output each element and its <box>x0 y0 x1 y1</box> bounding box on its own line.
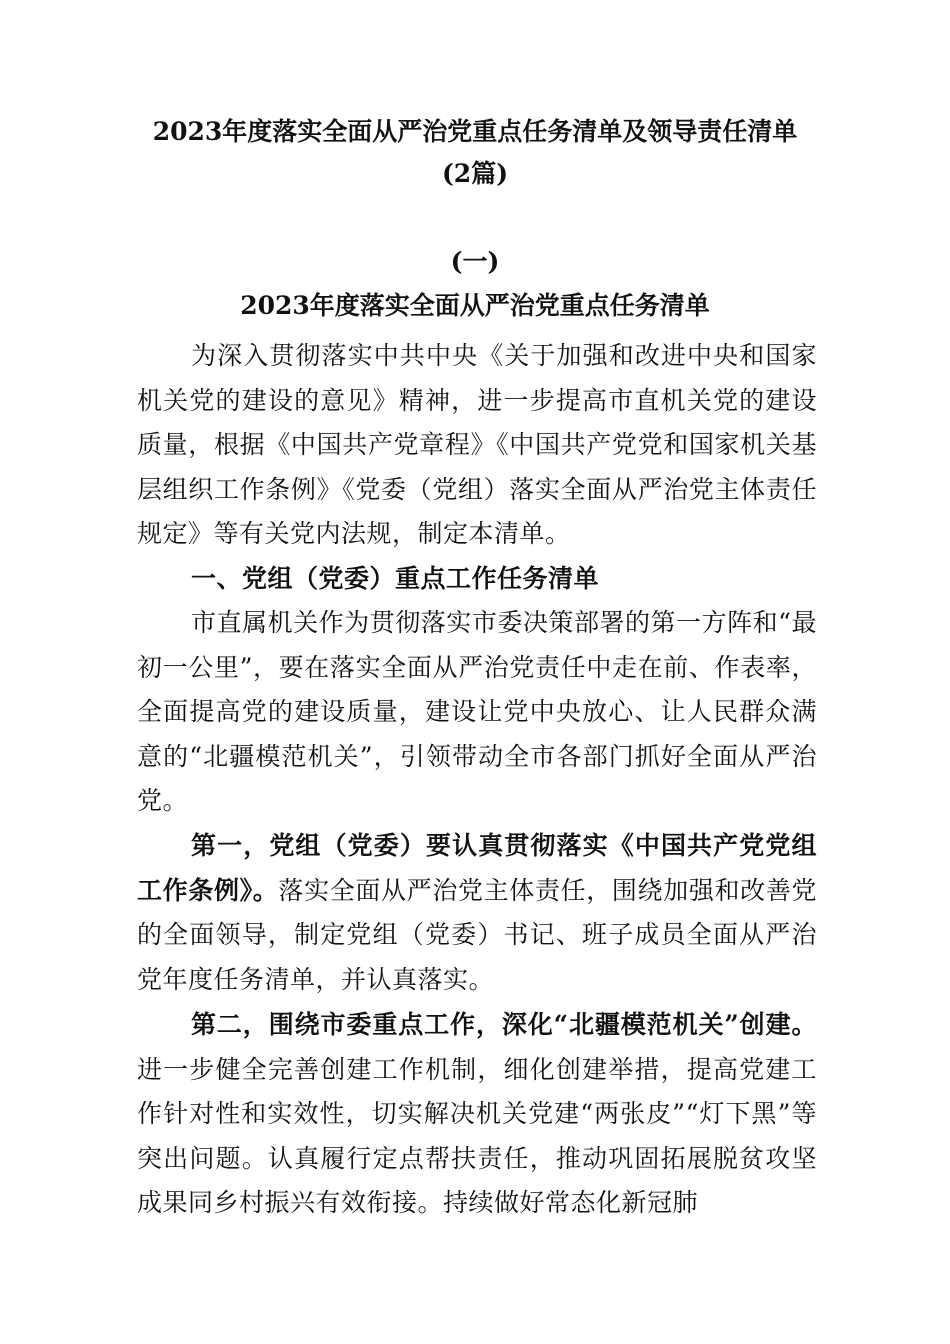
item1-text <box>137 824 817 1002</box>
intro-paragraph <box>137 334 817 557</box>
document-subtitle: (2篇) <box>441 159 509 188</box>
item2-paragraph <box>137 1003 817 1226</box>
item1-paragraph <box>137 824 817 1002</box>
item2-lead: 第二，围绕市委重点工作，深化“北疆模范机关”创建。 <box>191 1010 817 1039</box>
item1-lead: 第一，党组（党委）要认真贯彻落实《中国共产党党组工作条例》。 <box>137 831 817 905</box>
document-title: 2023年度落实全面从严治党重点任务清单及领导责任清单 <box>152 117 798 146</box>
item2-text <box>137 1003 817 1226</box>
part-number: (一) <box>450 247 500 276</box>
section1-intro-text: 市直属机关作为贯彻落实市委决策部署的第一方阵和“最初一公里”，要在落实全面从严治党责任中走在前、作表率，全面提高党的建设质量，建设让党中央放心、让人民群众满意的“北疆模范机关”，引领带动全市各部门抓好全面从严治党。 <box>137 608 817 816</box>
item2-body: 进一步健全完善创建工作机制，细化创建举措，提高党建工作针对性和实效性，切实解决机关党建“两张皮”“灯下黑”等突出问题。认真履行定点帮扶责任，推动巩固拓展脱贫攻坚成果同乡村振兴有效衔接。持续做好常态化新冠肺 <box>137 1054 817 1218</box>
part-title: 2023年度落实全面从严治党重点任务清单 <box>240 291 710 320</box>
section1-heading: 一、党组（党委）重点工作任务清单 <box>191 564 600 593</box>
item1-body: 落实全面从严治党主体责任，围绕加强和改善党的全面领导，制定党组（党委）书记、班子成员全面从严治党年度任务清单，并认真落实。 <box>137 875 817 994</box>
section-heading <box>137 557 817 602</box>
intro-text: 为深入贯彻落实中共中央《关于加强和改进中央和国家机关党的建设的意见》精神，进一步提高市直机关党的建设质量，根据《中国共产党章程》《中国共产党党和国家机关基层组织工作条例》《党委（党组）落实全面从严治党主体责任规定》等有关党内法规，制定本清单。 <box>137 341 817 549</box>
section1-paragraph <box>137 601 817 824</box>
